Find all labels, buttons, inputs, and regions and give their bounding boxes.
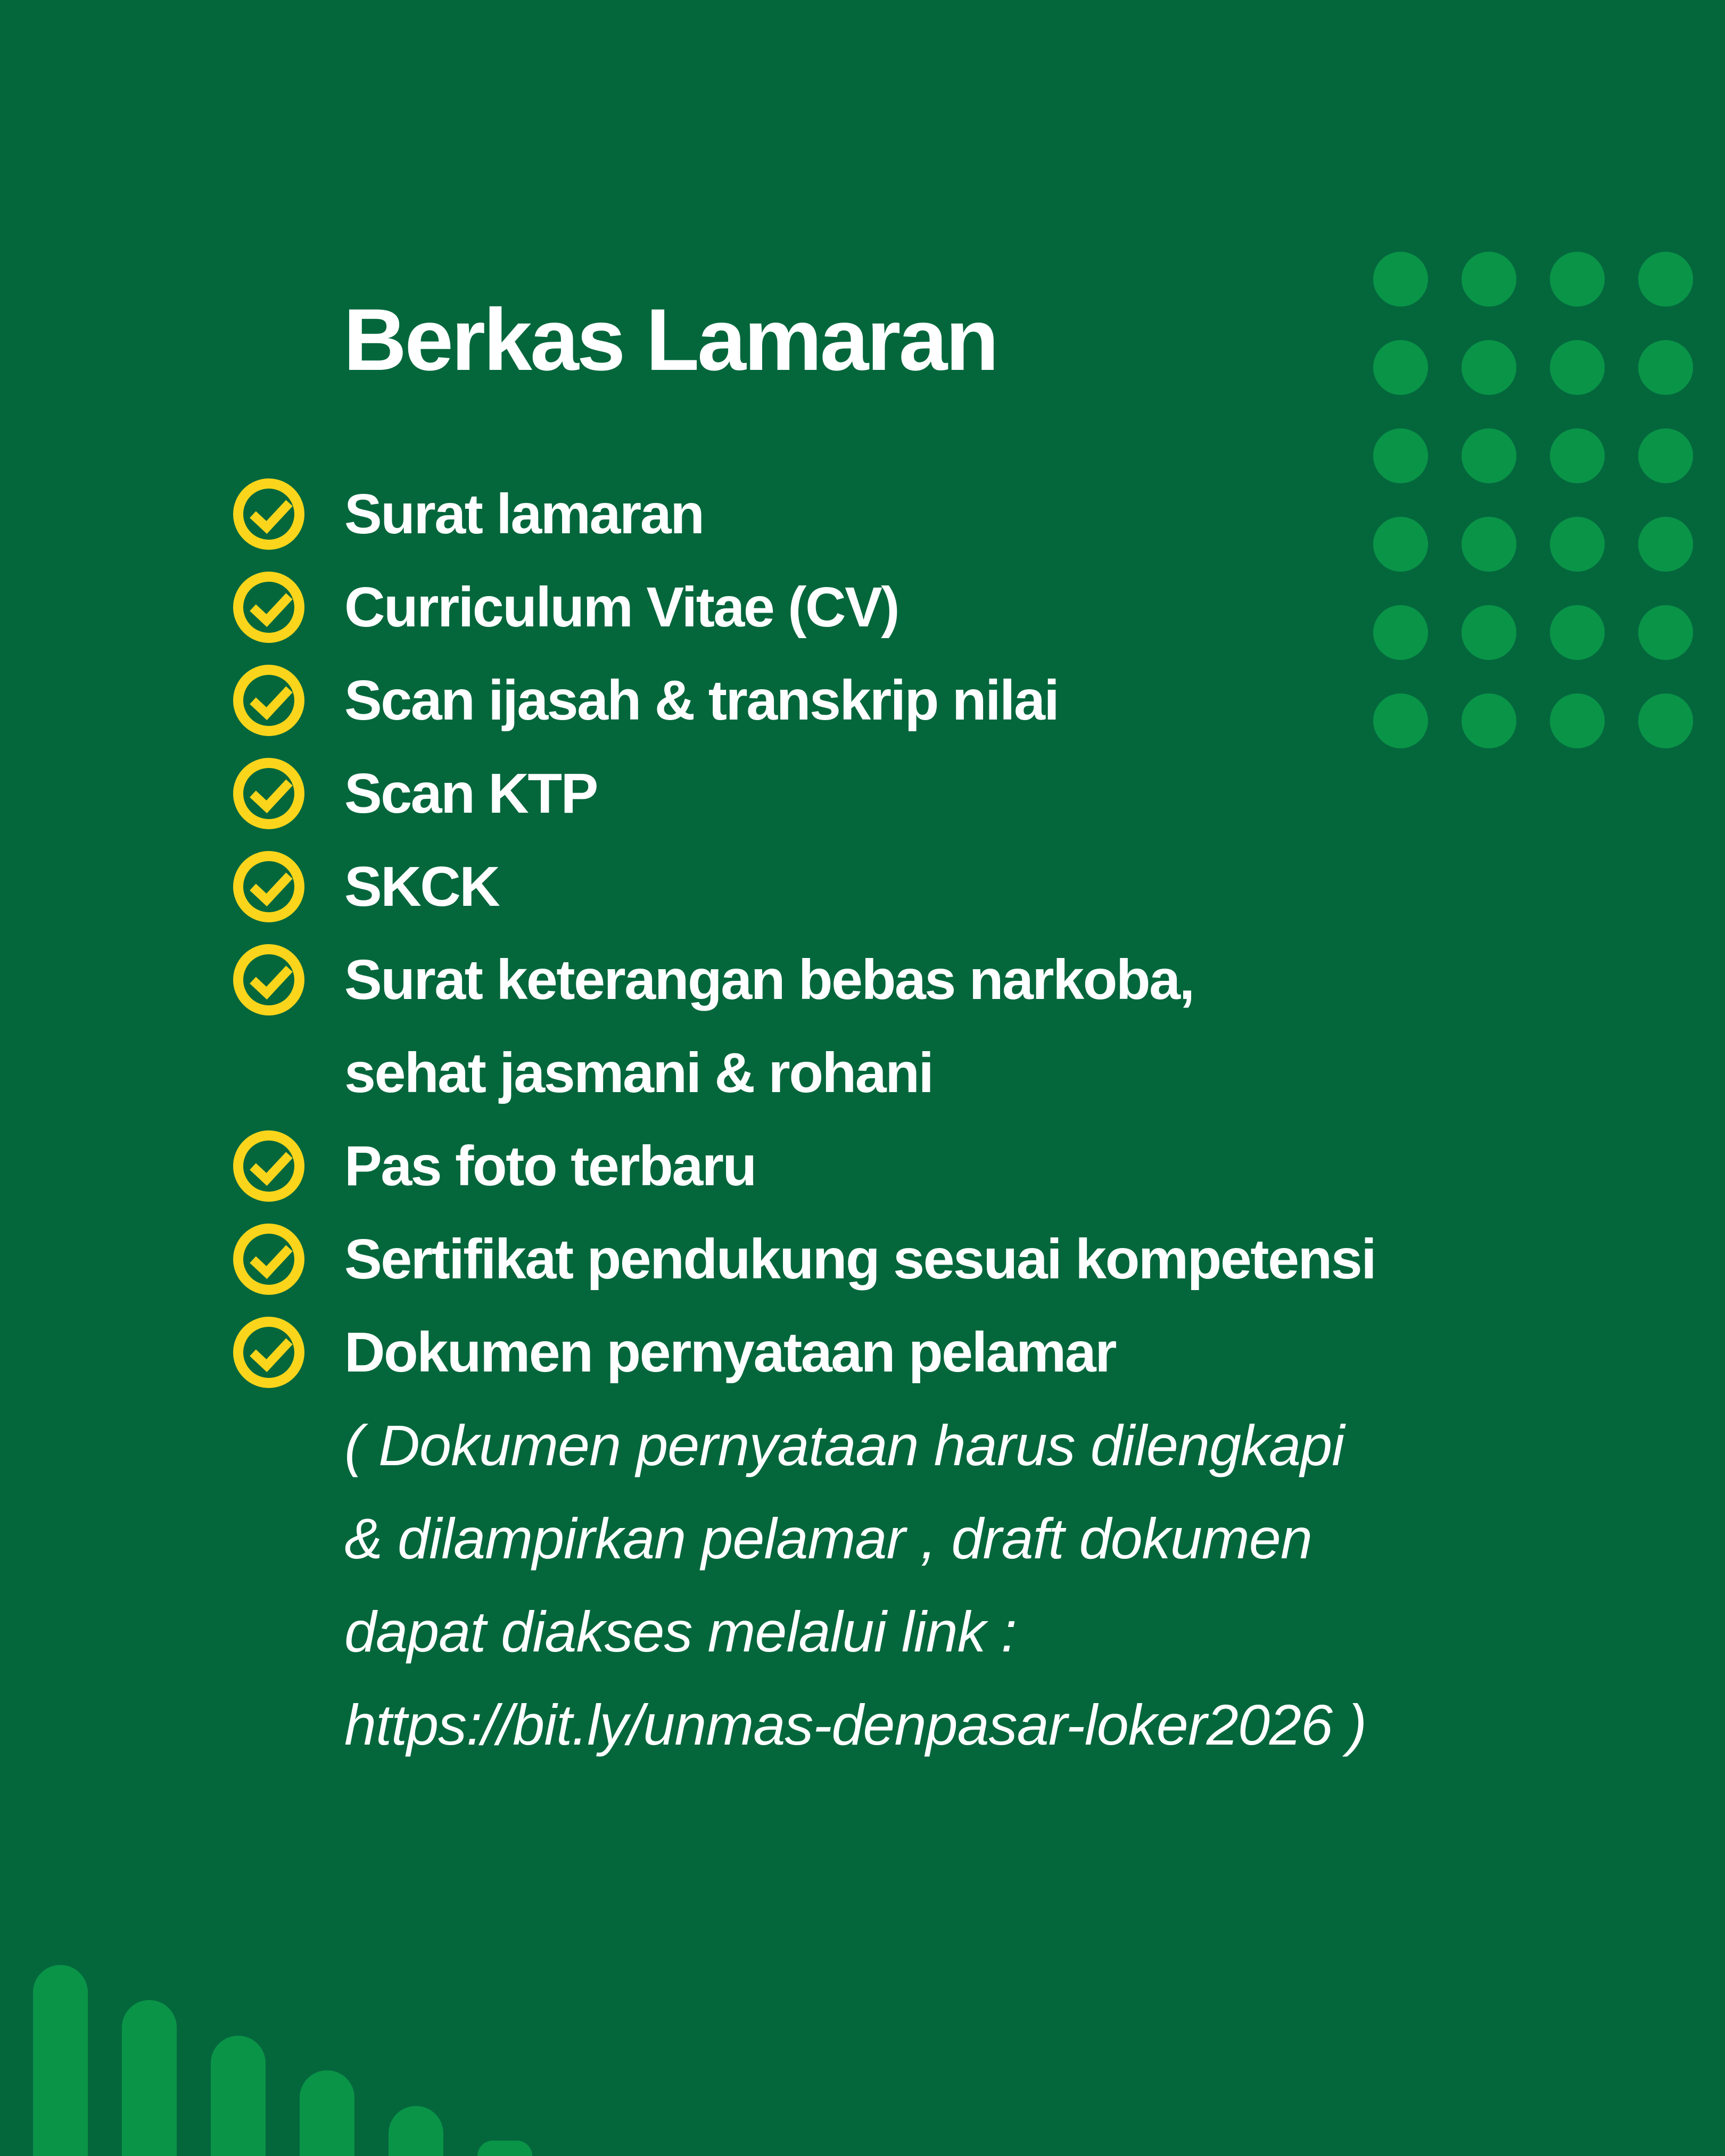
dot [1373,252,1428,307]
checklist-item-label: SKCK [344,855,499,918]
icon-cell [233,572,344,643]
dot [1462,340,1516,395]
checklist-item [233,467,1670,560]
checklist-item-label: Surat lamaran [344,482,704,546]
checklist-item [233,1212,1670,1306]
checklist-item-label: Sertifikat pendukung sesuai kompetensi [344,1227,1376,1291]
note-line-url [233,1678,1670,1771]
checklist-item-label: Surat keterangan bebas narkoba, [344,948,1194,1011]
checklist-item [233,840,1670,933]
checklist-item [233,1119,1670,1212]
icon-cell [233,665,344,736]
note-line [233,1399,1670,1492]
check-circle-icon [233,1317,304,1388]
check-circle-icon [233,944,304,1015]
dot [1373,340,1428,395]
note-line [233,1585,1670,1678]
decorative-bar [300,2070,354,2156]
decorative-bar [122,2000,177,2156]
decorative-bar [33,1965,88,2156]
decorative-bar [211,2036,266,2156]
icon-cell [233,1317,344,1388]
dot [1550,252,1605,307]
icon-cell [233,478,344,550]
checklist-item-label: sehat jasmani & rohani [344,1041,933,1104]
note-line-text: ( Dokumen pernyataan harus dilengkapi [344,1412,1344,1477]
dot [1462,252,1516,307]
checklist-item-label: Dokumen pernyataan pelamar [344,1320,1116,1384]
checklist-item-continuation [233,1026,1670,1119]
icon-cell [233,944,344,1015]
checklist-item [233,933,1670,1026]
icon-cell [233,851,344,922]
dot [1638,252,1693,307]
check-circle-icon [233,1224,304,1295]
page-title: Berkas Lamaran [343,291,997,389]
check-circle-icon [233,665,304,736]
dot [1550,340,1605,395]
check-circle-icon [233,572,304,643]
note-line [233,1492,1670,1585]
icon-cell [233,1224,344,1295]
checklist-item-label: Scan KTP [344,762,597,825]
note-line-text: & dilampirkan pelamar , draft dokumen [344,1506,1312,1571]
icon-cell [233,1130,344,1202]
checklist-item [233,560,1670,654]
checklist-item [233,1306,1670,1399]
decorative-bar [477,2141,532,2156]
check-circle-icon [233,1130,304,1202]
dot [1638,340,1693,395]
check-circle-icon [233,851,304,922]
checklist-item [233,747,1670,840]
check-circle-icon [233,478,304,550]
note-line-text: dapat diakses melalui link : [344,1599,1017,1664]
checklist-item-label: Scan ijasah & transkrip nilai [344,668,1059,732]
icon-cell [233,758,344,829]
decorative-bar [389,2106,443,2156]
bar-chart-decoration [33,1964,533,2156]
checklist [233,467,1670,1771]
check-circle-icon [233,758,304,829]
note-url-text: https://bit.ly/unmas-denpasar-loker2026 ) [344,1692,1367,1757]
checklist-item-label: Curriculum Vitae (CV) [344,575,899,639]
checklist-item-label: Pas foto terbaru [344,1134,756,1197]
checklist-item [233,654,1670,747]
